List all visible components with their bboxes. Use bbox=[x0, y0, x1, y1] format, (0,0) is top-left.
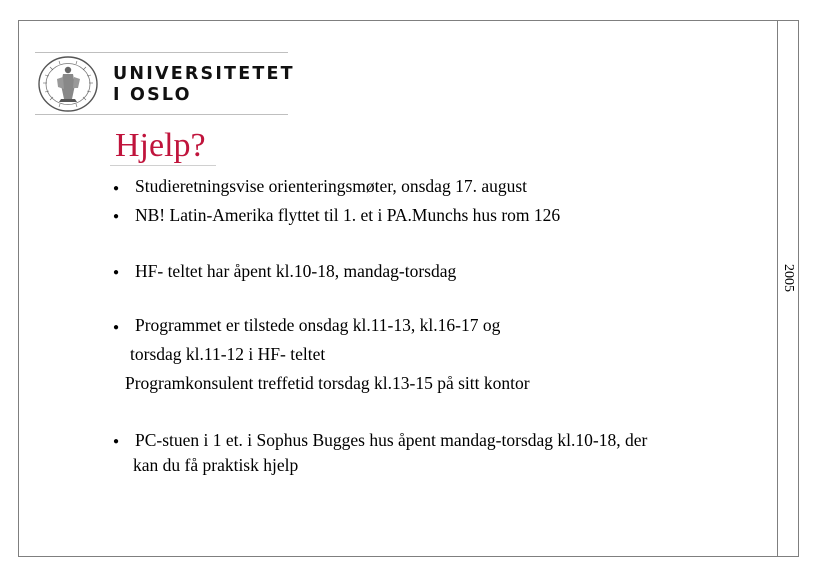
bullet-item-orientation: Studieretningsvise orienteringsmøter, onsdag 17. august bbox=[135, 176, 528, 196]
bullet-icon: ● bbox=[113, 436, 120, 447]
bullet-item-program-line3: Programkonsulent treffetid torsdag kl.13-15 på sitt kontor bbox=[125, 373, 530, 393]
university-name bbox=[113, 64, 295, 106]
logo-rule-top bbox=[35, 52, 288, 53]
bullet-item-hf-tent: HF- teltet har åpent kl.10-18, mandag-torsdag bbox=[135, 261, 457, 281]
bullet-icon: ● bbox=[113, 211, 120, 222]
bullet-icon: ● bbox=[113, 322, 120, 333]
university-name-line1: UNIVERSITETET bbox=[113, 64, 295, 84]
logo-rule-bottom bbox=[35, 114, 288, 115]
slide-title: Hjelp? bbox=[115, 127, 206, 164]
bullet-icon: ● bbox=[113, 267, 120, 278]
bullet-icon: ● bbox=[113, 183, 120, 194]
university-name-line2: I OSLO bbox=[113, 85, 192, 105]
year-label-box bbox=[777, 258, 799, 298]
bullet-item-pc-room-line2: kan du få praktisk hjelp bbox=[133, 455, 299, 475]
university-seal-icon bbox=[37, 55, 99, 113]
bullet-item-latin-america: NB! Latin-Amerika flyttet til 1. et i PA.Munchs hus rom 126 bbox=[135, 205, 561, 225]
title-underline bbox=[110, 165, 216, 166]
bullet-item-program-line1: Programmet er tilstede onsdag kl.11-13, kl.16-17 og bbox=[135, 315, 501, 335]
year-label: 2005 bbox=[781, 264, 796, 292]
bullet-item-program-line2: torsdag kl.11-12 i HF- teltet bbox=[130, 344, 326, 364]
bullet-item-pc-room-line1: PC-stuen i 1 et. i Sophus Bugges hus åpent mandag-torsdag kl.10-18, der bbox=[135, 430, 648, 450]
